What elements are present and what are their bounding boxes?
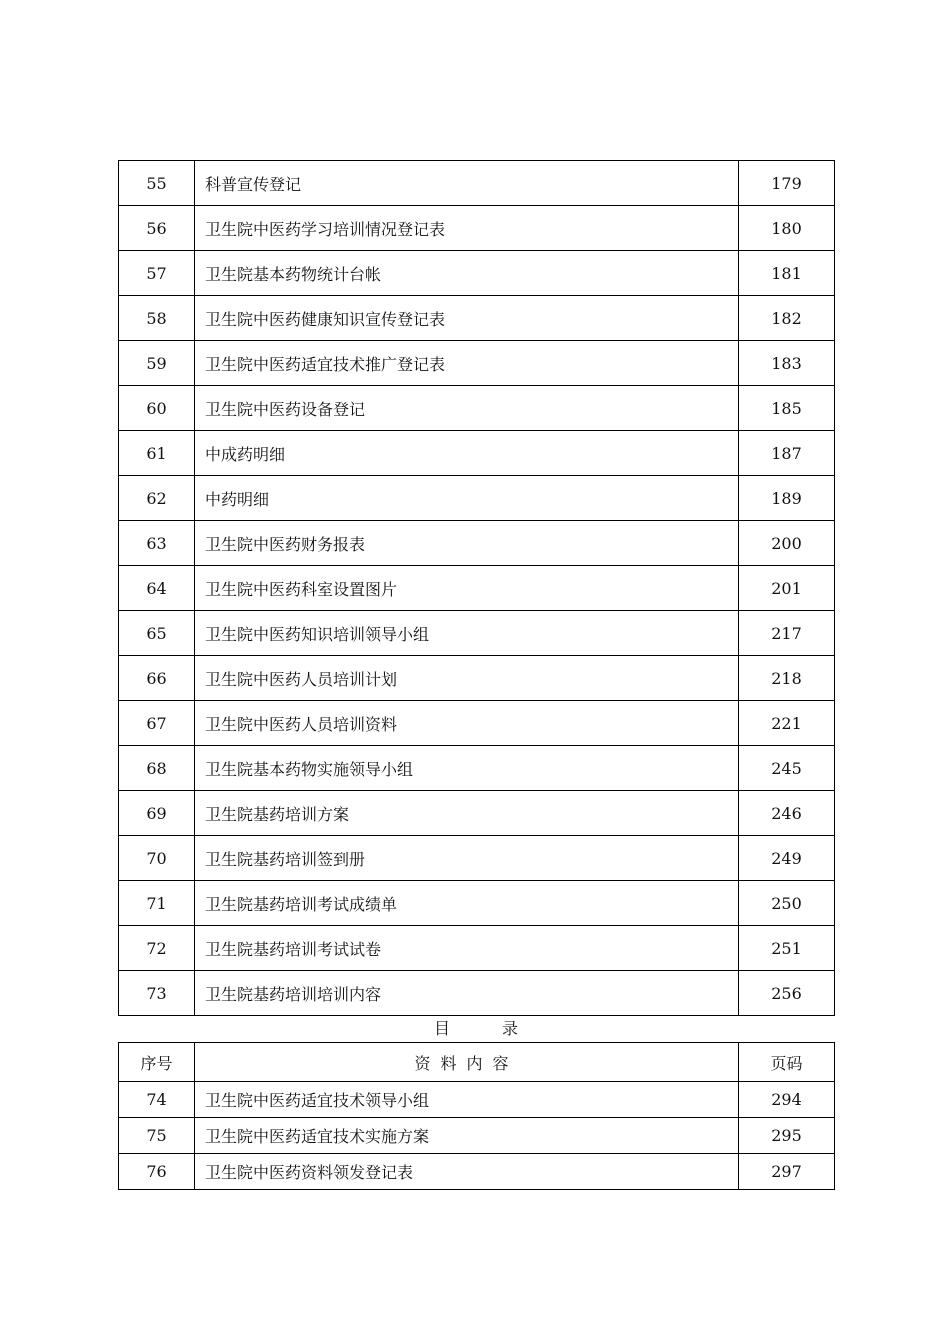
row-number: 65 (119, 611, 195, 656)
row-title: 卫生院中医药知识培训领导小组 (195, 611, 739, 656)
table-row (119, 476, 835, 521)
row-title: 卫生院中医药适宜技术领导小组 (195, 1082, 739, 1118)
row-title: 卫生院中医药设备登记 (195, 386, 739, 431)
row-page: 217 (739, 611, 835, 656)
row-title: 卫生院基药培训考试试卷 (195, 926, 739, 971)
row-number: 55 (119, 161, 195, 206)
toc-table-body (119, 1082, 835, 1190)
row-page: 179 (739, 161, 835, 206)
row-page: 295 (739, 1118, 835, 1154)
row-number: 75 (119, 1118, 195, 1154)
row-page: 246 (739, 791, 835, 836)
header-no: 序号 (119, 1043, 195, 1082)
row-title: 卫生院中医药人员培训资料 (195, 701, 739, 746)
table-row (119, 1082, 835, 1118)
row-title: 卫生院中医药适宜技术实施方案 (195, 1118, 739, 1154)
row-title: 卫生院中医药适宜技术推广登记表 (195, 341, 739, 386)
row-page: 201 (739, 566, 835, 611)
row-title: 卫生院中医药人员培训计划 (195, 656, 739, 701)
toc-table (118, 1042, 835, 1190)
row-title: 卫生院基药培训考试成绩单 (195, 881, 739, 926)
row-title: 卫生院基药培训方案 (195, 791, 739, 836)
table-row (119, 881, 835, 926)
row-title: 卫生院基本药物实施领导小组 (195, 746, 739, 791)
row-number: 69 (119, 791, 195, 836)
table-row (119, 566, 835, 611)
table-row (119, 251, 835, 296)
row-page: 200 (739, 521, 835, 566)
row-title: 卫生院中医药学习培训情况登记表 (195, 206, 739, 251)
row-title: 卫生院中医药科室设置图片 (195, 566, 739, 611)
row-title: 科普宣传登记 (195, 161, 739, 206)
table-row (119, 161, 835, 206)
row-number: 62 (119, 476, 195, 521)
row-title: 中药明细 (195, 476, 739, 521)
row-title: 卫生院中医药健康知识宣传登记表 (195, 296, 739, 341)
row-number: 66 (119, 656, 195, 701)
row-number: 72 (119, 926, 195, 971)
row-page: 185 (739, 386, 835, 431)
row-number: 76 (119, 1154, 195, 1190)
table-row (119, 1154, 835, 1190)
table-row (119, 1118, 835, 1154)
row-number: 58 (119, 296, 195, 341)
row-page: 180 (739, 206, 835, 251)
row-page: 218 (739, 656, 835, 701)
row-number: 68 (119, 746, 195, 791)
table-row (119, 791, 835, 836)
row-number: 70 (119, 836, 195, 881)
table-row (119, 611, 835, 656)
row-number: 59 (119, 341, 195, 386)
row-page: 256 (739, 971, 835, 1016)
row-page: 250 (739, 881, 835, 926)
toc-table-body (119, 161, 835, 1016)
row-title: 卫生院基药培训签到册 (195, 836, 739, 881)
row-page: 182 (739, 296, 835, 341)
table-row (119, 701, 835, 746)
table-row (119, 521, 835, 566)
table-header-row (119, 1043, 835, 1082)
row-page: 183 (739, 341, 835, 386)
row-number: 57 (119, 251, 195, 296)
row-page: 251 (739, 926, 835, 971)
table-row (119, 206, 835, 251)
row-page: 187 (739, 431, 835, 476)
table-row (119, 341, 835, 386)
row-number: 67 (119, 701, 195, 746)
row-number: 73 (119, 971, 195, 1016)
table-row (119, 386, 835, 431)
row-title: 卫生院基本药物统计台帐 (195, 251, 739, 296)
table-row (119, 296, 835, 341)
row-page: 245 (739, 746, 835, 791)
row-page: 249 (739, 836, 835, 881)
table-row (119, 836, 835, 881)
table-row (119, 656, 835, 701)
table-row (119, 431, 835, 476)
toc-table-continued (118, 160, 835, 1016)
row-number: 60 (119, 386, 195, 431)
row-number: 56 (119, 206, 195, 251)
header-contents: 资料内容 (195, 1043, 739, 1082)
row-title: 中成药明细 (195, 431, 739, 476)
row-page: 189 (739, 476, 835, 521)
row-number: 61 (119, 431, 195, 476)
row-number: 63 (119, 521, 195, 566)
table-row (119, 746, 835, 791)
section-heading: 目录 (433, 1019, 570, 1038)
row-page: 297 (739, 1154, 835, 1190)
row-title: 卫生院基药培训培训内容 (195, 971, 739, 1016)
table-row (119, 971, 835, 1016)
row-page: 294 (739, 1082, 835, 1118)
row-page: 221 (739, 701, 835, 746)
row-number: 71 (119, 881, 195, 926)
row-number: 64 (119, 566, 195, 611)
row-title: 卫生院中医药资料领发登记表 (195, 1154, 739, 1190)
row-title: 卫生院中医药财务报表 (195, 521, 739, 566)
row-number: 74 (119, 1082, 195, 1118)
header-page: 页码 (739, 1043, 835, 1082)
table-row (119, 926, 835, 971)
row-page: 181 (739, 251, 835, 296)
